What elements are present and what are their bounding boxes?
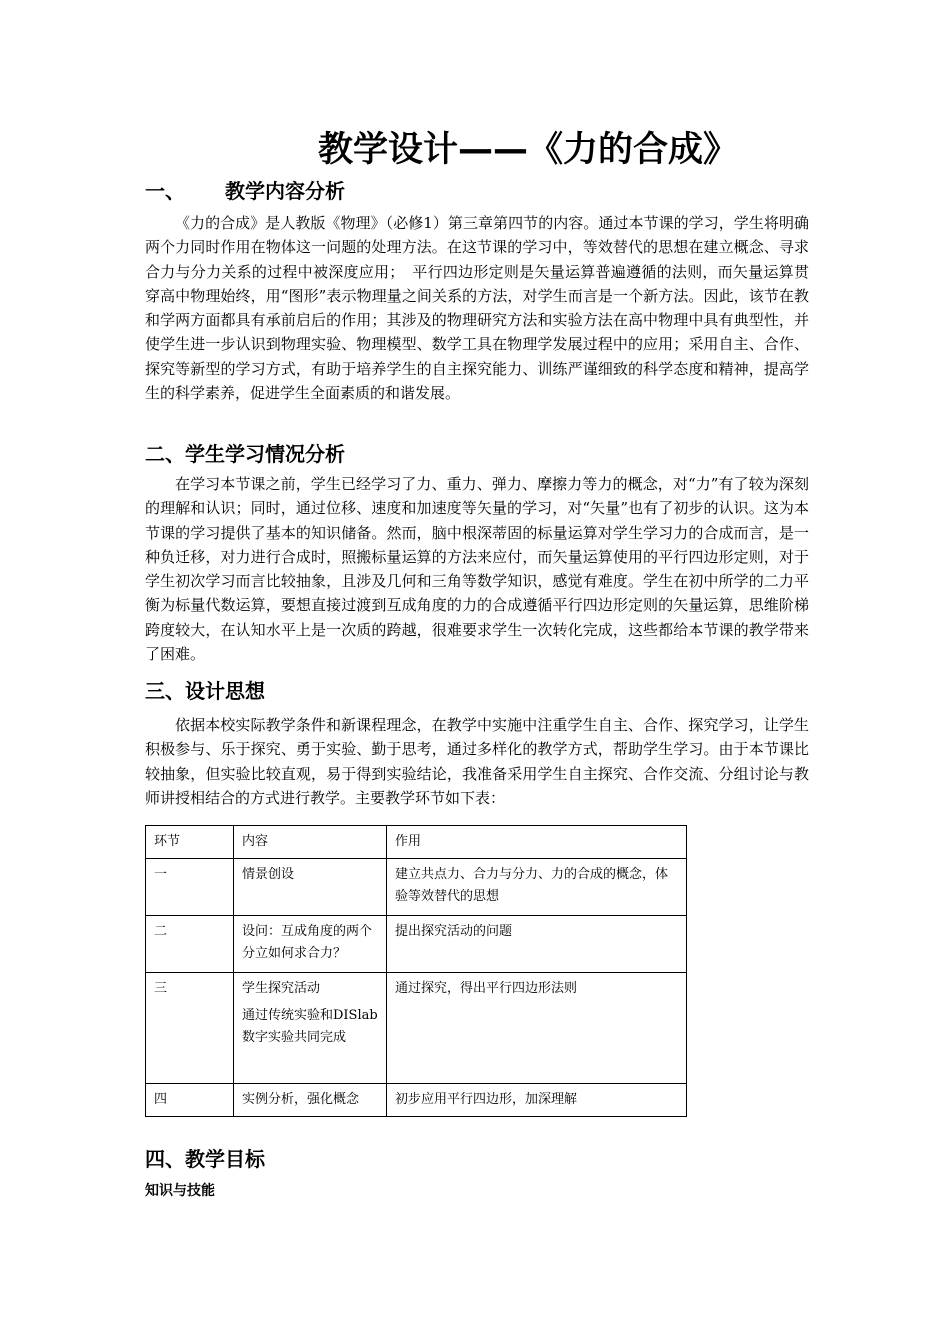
- table-header-purpose: 作用: [387, 826, 687, 859]
- table-cell-content-line: 情景创设: [242, 867, 295, 882]
- section-4-heading: 四、教学目标: [145, 1147, 265, 1171]
- section-1-title: 教学内容分析: [225, 179, 345, 203]
- table-row: [146, 916, 687, 973]
- table-cell-stage: 三: [146, 973, 234, 1084]
- table-header-content: 内容: [234, 826, 387, 859]
- table-row: [146, 973, 687, 1084]
- document-title: 教学设计——《力的合成》: [318, 130, 739, 170]
- table-cell-content-line: 实例分析，强化概念: [242, 1092, 360, 1107]
- table-cell-content-line: 通过传统实验和DISlab数字实验共同完成: [242, 1008, 378, 1045]
- table-cell-purpose: 建立共点力、合力与分力、力的合成的概念，体验等效替代的思想: [387, 859, 687, 916]
- table-cell-purpose: 初步应用平行四边形，加深理解: [387, 1084, 687, 1117]
- table-cell-content: [234, 1084, 387, 1117]
- section-1-paragraph: 《力的合成》是人教版《物理》（必修1）第三章第四节的内容。通过本节课的学习，学生将明确两个力同时作用在物体这一问题的处理方法。在这节课的学习中，等效替代的思想在建立概念、寻求合力与分力关系的过程中被深度应用； 平行四边形定则是矢量运算普遍遵循的法则，而矢量运算贯穿高中物理始终，用“图形”表示物理量之间关系的方法，对学生而言是一个新方法。因此，该节在教和学两方面都具有承前启后的作用；其涉及的物理研究方法和实验方法在高中物理中具有典型性，并使学生进一步认识到物理实验、物理模型、数学工具在物理学发展过程中的应用；采用自主、合作、探究等新型的学习方式，有助于培养学生的自主探究能力、训练严谨细致的科学态度和精神，提高学生的科学素养，促进学生全面素质的和谐发展。: [145, 214, 809, 403]
- section-3-heading: 三、设计思想: [145, 679, 265, 703]
- section-2-heading: 二、学生学习情况分析: [145, 442, 345, 466]
- section-3-paragraph: 依据本校实际教学条件和新课程理念，在教学中实施中注重学生自主、合作、探究学习，让学生积极参与、乐于探究、勇于实验、勤于思考，通过多样化的教学方式，帮助学生学习。由于本节课比较抽象，但实验比较直观，易于得到实验结论，我准备采用学生自主探究、合作交流、分组讨论与教师讲授相结合的方式进行教学。主要教学环节如下表：: [145, 716, 809, 807]
- table-header-stage: 环节: [146, 826, 234, 859]
- table-cell-purpose: 通过探究，得出平行四边形法则: [387, 973, 687, 1084]
- section-1-heading: [145, 177, 345, 205]
- table-cell-stage: 二: [146, 916, 234, 973]
- table-cell-content: [234, 916, 387, 973]
- section-1-number: 一、: [145, 179, 185, 203]
- section-2-paragraph: 在学习本节课之前，学生已经学习了力、重力、弹力、摩擦力等力的概念，对“力”有了较为深刻的理解和认识；同时，通过位移、速度和加速度等矢量的学习，对“矢量”也有了初步的认识。这为本节课的学习提供了基本的知识储备。然而，脑中根深蒂固的标量运算对学生学习力的合成而言，是一种负迁移，对力进行合成时，照搬标量运算的方法来应付，而矢量运算使用的平行四边形定则，对于学生初次学习而言比较抽象，且涉及几何和三角等数学知识，感觉有难度。学生在初中所学的二力平衡为标量代数运算，要想直接过渡到互成角度的力的合成遵循平行四边形定则的矢量运算，思维阶梯跨度较大，在认知水平上是一次质的跨越，很难要求学生一次转化完成，这些都给本节课的教学带来了困难。: [145, 475, 809, 664]
- table-cell-stage: 四: [146, 1084, 234, 1117]
- teaching-steps-table: [145, 825, 687, 1117]
- table-cell-content-line: 设问：互成角度的两个分立如何求合力？: [242, 924, 373, 961]
- table-cell-stage: 一: [146, 859, 234, 916]
- knowledge-skills-subheading: 知识与技能: [145, 1183, 215, 1199]
- table-cell-purpose: 提出探究活动的问题: [387, 916, 687, 973]
- table-cell-content-line: 学生探究活动: [242, 981, 321, 996]
- table-cell-content: [234, 859, 387, 916]
- table-row: [146, 859, 687, 916]
- table-header-row: [146, 826, 687, 859]
- table-cell-content: [234, 973, 387, 1084]
- table-row: [146, 1084, 687, 1117]
